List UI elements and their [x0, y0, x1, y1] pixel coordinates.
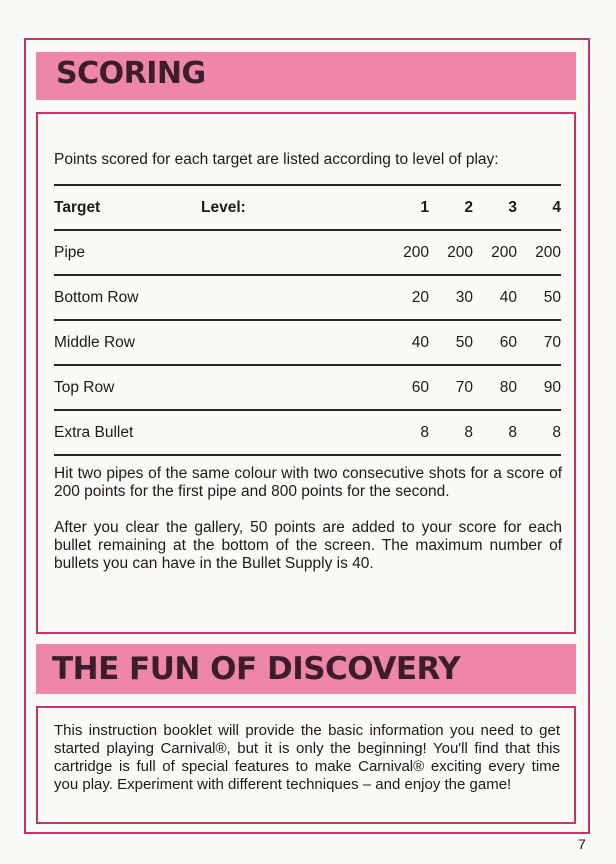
- discovery-paragraph: This instruction booklet will provide the basic information you need to get started playing Carnival®, but it is only the beginning! You'll find that this cartridge is full of special features to make Carnival® exciting every time you play. Experiment with different techniques – and enjoy the game!: [54, 722, 560, 793]
- row-value: 80: [473, 365, 517, 410]
- page-number: 7: [578, 836, 586, 852]
- row-name: Extra Bullet: [54, 410, 201, 455]
- scoring-table: [54, 184, 561, 456]
- header-target: Target: [54, 185, 201, 230]
- row-spacer: [201, 275, 385, 320]
- row-value: 70: [517, 320, 561, 365]
- row-value: 70: [429, 365, 473, 410]
- row-spacer: [201, 320, 385, 365]
- row-value: 20: [385, 275, 429, 320]
- row-value: 8: [429, 410, 473, 455]
- header-level-4: 4: [517, 185, 561, 230]
- bullet-bonus-paragraph: After you clear the gallery, 50 points are added to your score for each bullet remaining at the bottom of the screen. The maximum number of bullets you can have in the Bullet Supply is 40.: [54, 519, 562, 572]
- row-spacer: [201, 410, 385, 455]
- discovery-title: THE FUN OF DISCOVERY: [52, 651, 461, 687]
- row-name: Bottom Row: [54, 275, 201, 320]
- row-name: Top Row: [54, 365, 201, 410]
- row-spacer: [201, 230, 385, 275]
- header-level-3: 3: [473, 185, 517, 230]
- row-value: 8: [517, 410, 561, 455]
- scoring-banner: [36, 52, 576, 100]
- table-row: [54, 410, 561, 455]
- header-level-2: 2: [429, 185, 473, 230]
- row-name: Pipe: [54, 230, 201, 275]
- scoring-title: SCORING: [56, 56, 206, 91]
- row-value: 200: [473, 230, 517, 275]
- header-level-1: 1: [385, 185, 429, 230]
- row-value: 50: [517, 275, 561, 320]
- row-value: 60: [473, 320, 517, 365]
- table-row: [54, 320, 561, 365]
- row-value: 60: [385, 365, 429, 410]
- row-value: 50: [429, 320, 473, 365]
- table-row: [54, 230, 561, 275]
- row-value: 8: [473, 410, 517, 455]
- row-value: 90: [517, 365, 561, 410]
- header-level: Level:: [201, 185, 385, 230]
- table-row: [54, 275, 561, 320]
- row-value: 30: [429, 275, 473, 320]
- row-value: 40: [385, 320, 429, 365]
- discovery-banner: [36, 644, 576, 694]
- pipe-bonus-paragraph: Hit two pipes of the same colour with two consecutive shots for a score of 200 points for the first pipe and 800 points for the second.: [54, 465, 562, 500]
- row-value: 200: [517, 230, 561, 275]
- row-name: Middle Row: [54, 320, 201, 365]
- scoring-intro: Points scored for each target are listed according to level of play:: [54, 151, 499, 168]
- row-value: 200: [385, 230, 429, 275]
- table-header-row: [54, 185, 561, 230]
- row-value: 8: [385, 410, 429, 455]
- table-row: [54, 365, 561, 410]
- row-spacer: [201, 365, 385, 410]
- row-value: 200: [429, 230, 473, 275]
- row-value: 40: [473, 275, 517, 320]
